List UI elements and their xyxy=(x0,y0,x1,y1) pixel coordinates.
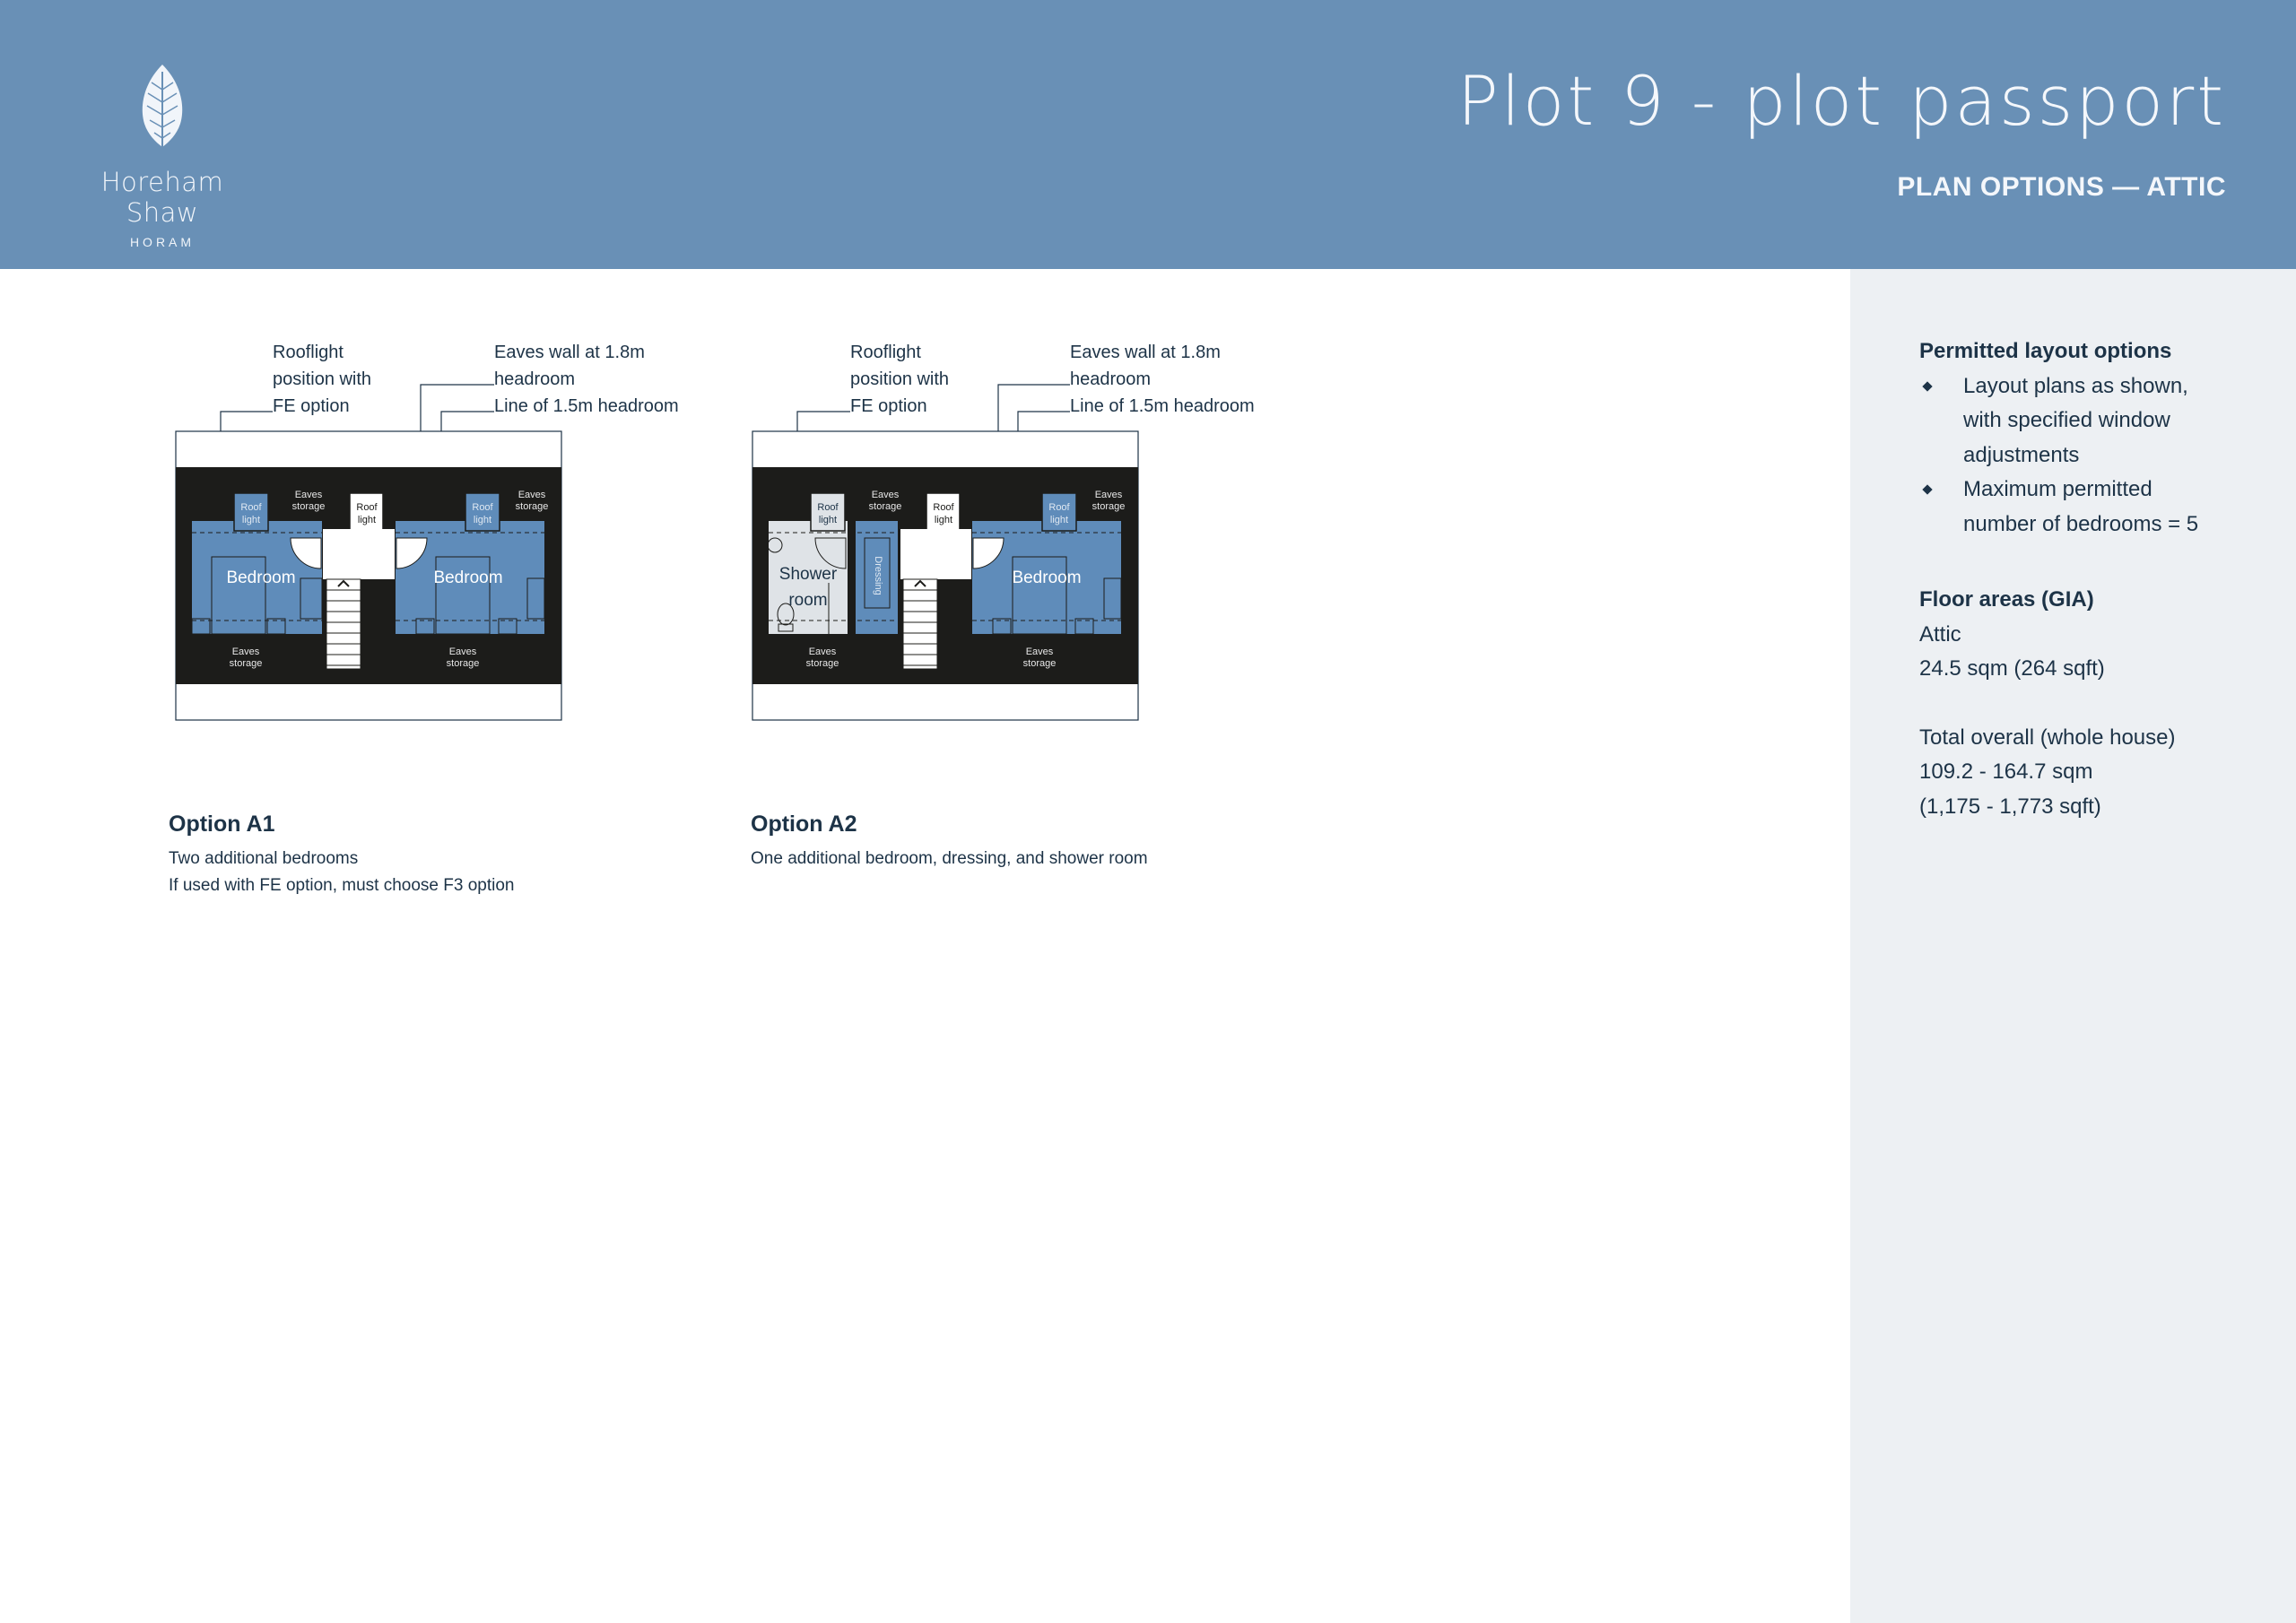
eaves-storage-label: Eaves xyxy=(871,490,900,500)
roof-light-label: Roof xyxy=(472,502,493,513)
option-a1-description xyxy=(169,846,514,899)
eaves-storage-label: storage xyxy=(1091,501,1126,512)
diamond-bullet-icon xyxy=(1922,381,1932,391)
roof-light-label: light xyxy=(473,515,492,525)
callout-line: Line of 1.5m headroom xyxy=(494,396,679,416)
layout-options-heading: Permitted layout options xyxy=(1919,339,2172,363)
list-item-line: Maximum permitted xyxy=(1963,477,2152,501)
callout-line: FE option xyxy=(850,396,927,416)
callout-line: position with xyxy=(273,369,372,389)
callout-line: headroom xyxy=(1070,369,1152,389)
brand-logo[interactable] xyxy=(63,63,262,249)
eaves-storage-label: storage xyxy=(229,658,263,669)
eaves-storage-label: storage xyxy=(446,658,480,669)
roof-light-label: Roof xyxy=(356,502,378,513)
room-label-bedroom: Bedroom xyxy=(433,568,503,587)
floor-plan-option-a2 xyxy=(739,368,1143,726)
header-bar xyxy=(0,0,2296,269)
room-label-bedroom: Bedroom xyxy=(226,568,296,587)
page-subtitle: PLAN OPTIONS — ATTIC xyxy=(1897,172,2226,202)
landing xyxy=(900,529,971,579)
eaves-storage-label: Eaves xyxy=(808,647,837,657)
roof-light-label: Roof xyxy=(933,502,954,513)
option-a2-description xyxy=(751,846,1148,872)
eaves-storage-label: Eaves xyxy=(517,490,546,500)
page-title: Plot 9 - plot passport xyxy=(1457,61,2226,141)
eaves-storage-label: Eaves xyxy=(448,647,477,657)
description-line: Two additional bedrooms xyxy=(169,849,359,868)
callout-line: position with xyxy=(850,369,950,389)
layout-options-list xyxy=(1919,369,2278,542)
eaves-storage-label: storage xyxy=(868,501,902,512)
leaf-icon xyxy=(135,63,189,152)
room-label-dressing: Dressing xyxy=(873,556,883,595)
list-item-line: Layout plans as shown, xyxy=(1963,373,2188,398)
eaves-storage-label: storage xyxy=(805,658,839,669)
total-sqft: (1,175 - 1,773 sqft) xyxy=(1919,794,2101,819)
callout-line: headroom xyxy=(494,369,576,389)
floor-plan-option-a1 xyxy=(161,368,565,726)
option-a2-title: Option A2 xyxy=(751,812,857,837)
roof-light-label: light xyxy=(241,515,261,525)
attic-area: 24.5 sqm (264 sqft) xyxy=(1919,656,2105,681)
roof-light-label: light xyxy=(818,515,838,525)
list-item xyxy=(1919,369,2278,473)
landing xyxy=(323,529,395,579)
eaves-storage-label: storage xyxy=(515,501,549,512)
attic-label: Attic xyxy=(1919,621,1961,647)
staircase xyxy=(326,579,361,669)
eaves-storage-label: storage xyxy=(291,501,326,512)
callout-line: Eaves wall at 1.8m xyxy=(1070,343,1221,362)
diamond-bullet-icon xyxy=(1922,484,1932,494)
eaves-storage-label: Eaves xyxy=(1025,647,1054,657)
callout-line: FE option xyxy=(273,396,350,416)
total-label: Total overall (whole house) xyxy=(1919,725,2176,750)
roof-light-label: light xyxy=(357,515,377,525)
eaves-storage-label: Eaves xyxy=(294,490,323,500)
brand-location: HORAM xyxy=(129,235,196,249)
roof-light-label: light xyxy=(1049,515,1069,525)
brand-name: Horeham Shaw xyxy=(100,167,224,228)
info-sidebar xyxy=(1850,269,2296,1623)
room-label-shower: Shower xyxy=(778,565,838,584)
list-item-line: adjustments xyxy=(1963,442,2080,467)
floor-areas-heading: Floor areas (GIA) xyxy=(1919,587,2094,612)
eaves-storage-label: Eaves xyxy=(231,647,260,657)
callout-line: Line of 1.5m headroom xyxy=(1070,396,1255,416)
description-line: If used with FE option, must choose F3 option xyxy=(169,876,515,895)
layout-options-section xyxy=(1919,334,2278,542)
callout-line: Eaves wall at 1.8m xyxy=(494,343,645,362)
room-label-bedroom: Bedroom xyxy=(1012,568,1082,587)
eaves-storage-label: Eaves xyxy=(1094,490,1123,500)
spacer xyxy=(1919,687,2278,721)
roof-light-label: Roof xyxy=(817,502,839,513)
roof-light-label: light xyxy=(934,515,953,525)
list-item-line: with specified window xyxy=(1963,408,2170,432)
callout-line: Rooflight xyxy=(273,343,344,362)
room-label-shower: room xyxy=(788,591,828,610)
option-a1-title: Option A1 xyxy=(169,812,275,837)
callout-line: Rooflight xyxy=(850,343,921,362)
total-sqm: 109.2 - 164.7 sqm xyxy=(1919,759,2093,784)
roof-light-label: Roof xyxy=(1048,502,1070,513)
roof-light-label: Roof xyxy=(240,502,262,513)
eaves-storage-label: storage xyxy=(1022,658,1057,669)
list-item-line: number of bedrooms = 5 xyxy=(1963,511,2199,536)
list-item xyxy=(1919,473,2278,542)
staircase xyxy=(903,579,937,669)
floor-areas-section xyxy=(1919,583,2278,824)
description-line: One additional bedroom, dressing, and shower room xyxy=(751,849,1148,868)
